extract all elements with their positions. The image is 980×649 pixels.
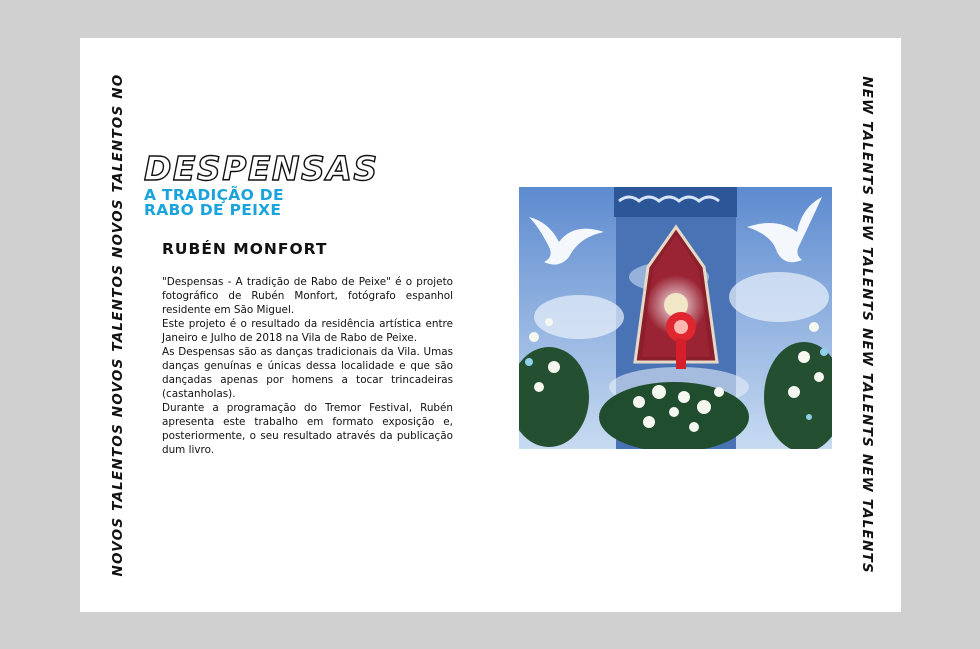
article-subtitle: [144, 188, 284, 218]
side-label-left: NOVOS TALENTOS NOVOS TALENTOS NOVOS TALENTOS NO: [110, 73, 126, 577]
magazine-page: [80, 38, 901, 612]
paragraph: "Despensas - A tradição de Rabo de Peixe" é o projeto fotográfico de Rubén Monfort, fotógrafo espanhol residente em São Miguel.: [162, 276, 453, 316]
article-title: DESPENSAS: [144, 149, 379, 188]
side-text-left: [106, 38, 130, 612]
article-body: [162, 275, 453, 457]
paragraph: Durante a programação do Tremor Festival, Rubén apresenta este trabalho em formato exposição e, posteriormente, o seu resultado através da publicação dum livro.: [162, 402, 453, 456]
altar-photo: [519, 187, 832, 449]
paragraph: As Despensas são as danças tradicionais da Vila. Umas danças genuínas e únicas dessa localidade e que são dançadas apenas por homens a tocar trincadeiras (castanholas).: [162, 346, 453, 400]
subtitle-line-1: A TRADIÇÃO DE: [144, 186, 284, 204]
author-name: RUBÉN MONFORT: [162, 240, 328, 258]
subtitle-line-2: RABO DE PEIXE: [144, 201, 282, 219]
paragraph: Este projeto é o resultado da residência artística entre Janeiro e Julho de 2018 na Vila de Rabo de Peixe.: [162, 318, 453, 344]
side-label-right: NEW TALENTS NEW TALENTS NEW TALENTS NEW TALENTS: [859, 76, 875, 574]
side-text-right: [855, 38, 879, 612]
altar-illustration: [519, 187, 832, 449]
